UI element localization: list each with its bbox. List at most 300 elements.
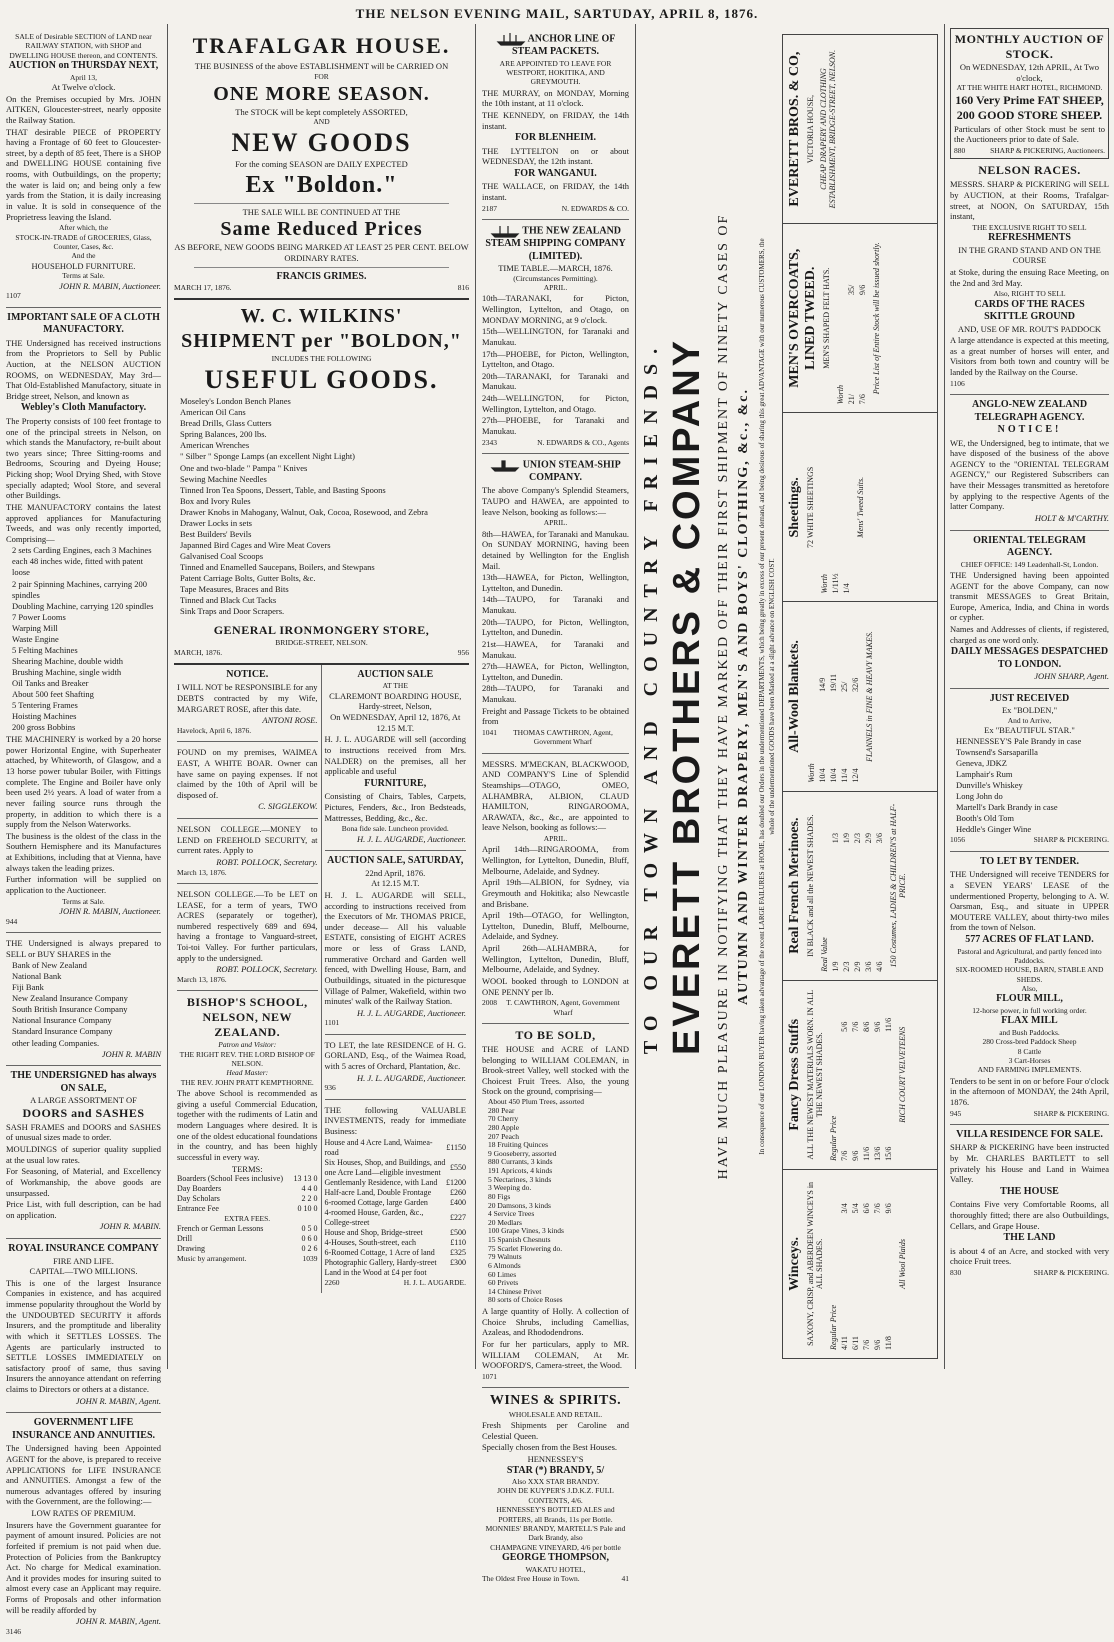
price-cell: 9/6: [884, 1203, 893, 1214]
ad-heading: ONE MORE SEASON.: [213, 82, 430, 105]
price-row: [839, 987, 850, 1163]
cell-title: EVERETT BROS. & CO,: [787, 51, 802, 207]
price-cell: 11/6: [884, 1017, 893, 1032]
ad-body: Specially chosen from the Best Houses.: [482, 1442, 618, 1453]
ad-text: THE BUSINESS of the above ESTABLISHMENT will be CARRIED ON: [194, 60, 449, 71]
everett-cell: [783, 412, 937, 601]
ad-text: FIRE AND LIFE.: [53, 1255, 114, 1266]
table-cell: 13 13 0: [293, 1174, 318, 1184]
list-item: 79 Walnuts: [488, 1252, 522, 1262]
ad-title: IMPORTANT SALE OF A CLOTH MANUFACTORY.: [7, 311, 160, 336]
table-cell: Day Scholars: [177, 1194, 220, 1204]
table-cell: £227: [450, 1212, 466, 1222]
ad-number: 936: [324, 1083, 336, 1093]
column-2-left: [174, 665, 322, 1293]
table-row: [325, 1228, 467, 1238]
ad-title: W. C. WILKINS': [240, 305, 403, 328]
price-cell: 2/9: [853, 961, 862, 972]
ad-date: April 13,: [69, 72, 98, 82]
price-row: [883, 987, 894, 1163]
steamship-icon: [490, 458, 520, 472]
ad-text: MONNIES' BRANDY, MARTELL'S Pale and Dark Brandy, also: [485, 1523, 626, 1543]
cell-title: MEN'S OVERCOATS, LINED TWEED.: [787, 248, 818, 388]
ad-oriental-telegram: [950, 531, 1109, 689]
list-item: 280 Pear: [488, 1105, 515, 1115]
price-cell: 3/6: [875, 832, 884, 844]
ad-heading: AUCTION on THURSDAY NEXT,: [8, 60, 159, 72]
price-row: [852, 798, 863, 974]
list-item: Oil Tanks and Breaker: [12, 677, 89, 688]
ad-heading: NOTICE!: [997, 424, 1062, 435]
ad-nelson-races: [950, 159, 1109, 395]
ad-title: WINES & SPIRITS.: [489, 1393, 622, 1409]
ad-mmeckan: [482, 754, 629, 1024]
ad-heading: 577 ACRES OF FLAT LAND.: [965, 934, 1094, 946]
sailing-item: 28th—TAUPO, for Taranaki and Manukau.: [482, 683, 629, 704]
price-cell: 3/6: [864, 961, 873, 972]
ad-number: 2187: [482, 203, 497, 213]
cell-subtitle: ALL THE NEWEST MATERIALS WORN. IN ALL THE NEWEST SHADES.: [806, 989, 824, 1160]
sailing-item: THE KENNEDY, on FRIDAY, the 14th instant.: [482, 109, 629, 131]
ad-villa-residence: [950, 1125, 1109, 1284]
price-row: [872, 987, 883, 1163]
table-cell: House and Shop, Bridge-street: [324, 1227, 423, 1237]
ad-body: TO LET, the late RESIDENCE of H. G. GORLAND, Esq., of the Waimea Road, with 5 acres of Orchard, Plantation, &c.: [324, 1039, 466, 1072]
goods-list: [174, 396, 469, 617]
sailing-item: 24th—WELLINGTON, for Picton, Wellington, Lyttelton, and Otago.: [482, 393, 629, 414]
price-cell: 19/11: [829, 673, 838, 692]
ad-college-let: [177, 884, 318, 991]
price-cell: 7/6: [862, 1339, 871, 1350]
ad-body: THE WALLACE, on FRIDAY, the 14th instant.: [482, 181, 629, 202]
ad-college-lend: [177, 819, 318, 884]
table-cell: Drill: [177, 1233, 193, 1243]
ad-text: 3 Cart-Horses: [1008, 1055, 1051, 1065]
ad-notice: [177, 665, 318, 742]
table-cell: 4 4 0: [301, 1184, 318, 1194]
list-item: Fiji Bank: [12, 982, 44, 993]
ad-body: Price List, with full description, can be had on application.: [6, 1199, 161, 1220]
ad-signature: SHARP & PICKERING.: [1033, 835, 1109, 845]
table-cell: 6-roomed Cottage, large Garden: [324, 1197, 428, 1207]
price-header: Worth: [820, 574, 829, 594]
everett-cell: [783, 35, 937, 223]
ad-body: SASH FRAMES and DOORS and SASHES of unusual sizes made to order.: [6, 1121, 161, 1143]
ad-union-steam: [482, 454, 629, 754]
list-item: Hoisting Machines: [12, 711, 77, 722]
table-cell: 0 5 0: [301, 1223, 318, 1233]
price-header: [819, 419, 830, 444]
ad-text: Patron and Visitor:: [218, 1040, 277, 1050]
column-2-split: [174, 665, 469, 1293]
ad-date: March 13, 1876.: [177, 974, 227, 984]
ad-signature: H. J. L. AUGARDE, Auctioneer.: [357, 1007, 466, 1018]
sailing-item: April 19th—OTAGO, for Wellington, Lyttelton, Dunedin, Bluff, Melbourne, Adelaide, and Sydney.: [482, 910, 629, 942]
table-row: [177, 1244, 318, 1254]
ad-heading: FURNITURE,: [364, 777, 427, 789]
list-item: 15 Spanish Chesnuts: [488, 1235, 551, 1244]
ad-signature: ROBT. POLLOCK, Secretary.: [216, 856, 318, 867]
ad-number: 1106: [950, 378, 965, 388]
ad-signature: JOHN R. MABIN, Auctioneer.: [59, 905, 161, 916]
price-table: [819, 419, 852, 595]
ad-body: THAT desirable PIECE of PROPERTY having a Frontage of 60 feet to Gloucester-street, by a depth of 85 feet, There is a SHOP and DWELLING HOUSE containing five rooms, with Outbuildings, on the property; the water is laid on; and being only a few yards from the Station, it is daily increasing in value. It is sold in consequence of the Proprietress leaving the Island.: [6, 126, 161, 222]
table-cell: Drawing: [177, 1243, 205, 1253]
price-header: [819, 798, 830, 846]
ad-title: ORIENTAL TELEGRAM AGENCY.: [973, 534, 1086, 558]
ad-text: APRIL.: [543, 834, 568, 843]
price-row: [839, 1176, 850, 1352]
ad-body: NELSON COLLEGE.—To be LET on LEASE, for a term of years, TWO ACRES (separately or together), numbered respectively 689 and 694, having a frontage to Vanguard-street, Toi-toi Valley. For further particulars, apply to the undersigned.: [177, 888, 318, 963]
ad-title: AUCTION SALE, SATURDAY,: [327, 855, 464, 867]
list-item: 80 Figs: [488, 1191, 511, 1201]
ad-text: For the coming SEASON are DAILY EXPECTED: [235, 159, 408, 169]
ad-signature: N. EDWARDS & CO., Agents: [537, 437, 629, 447]
list-item: 14 Chinese Privet: [488, 1286, 542, 1296]
price-row: [874, 798, 885, 974]
table-row: [177, 1224, 318, 1234]
price-row: [828, 608, 839, 784]
sailing-item: April 14th—RINGAROOMA, from Wellington, for Lyttelton, Dunedin, Bluff, Melbourne, Adelaide, and Sydney.: [482, 844, 629, 876]
price-row: [861, 1176, 872, 1352]
ad-heading: LOW RATES OF PREMIUM.: [31, 1508, 136, 1519]
sailing-list: [482, 293, 629, 436]
ad-found-boar: [177, 742, 318, 819]
price-cell: 35/: [847, 284, 856, 296]
price-cell: 10/4: [818, 768, 827, 783]
ad-signature: JOHN R. MABIN, Agent.: [75, 1395, 161, 1406]
ad-anglo-telegraph: [950, 395, 1109, 531]
ad-text: The STOCK will be kept completely ASSORTED,: [235, 106, 408, 117]
ad-text: And the: [71, 251, 96, 261]
ad-heading: Ex "Boldon.": [245, 171, 398, 198]
ad-text: The Oldest Free House in Town.: [482, 1573, 580, 1583]
ad-text: AT THE: [382, 681, 408, 691]
ad-signature: JOHN R. MABIN.: [99, 1221, 161, 1232]
ad-heading: SKITTLE GROUND: [984, 311, 1075, 322]
ad-text: 8 Cattle: [1017, 1046, 1042, 1056]
table-cell: Boarders (School Fees inclusive): [177, 1174, 283, 1184]
ad-body: FOUND on my premises, WAIMEA EAST, A WHITE BOAR. Owner can have same on paying expenses. If not claimed by the 10th of April will be disposed of.: [177, 747, 318, 800]
ad-body: H. J. L. AUGARDE will sell (according to instructions received from Mrs. NALDER) on the premises, all her applicable and useful: [324, 734, 466, 777]
ad-signature: H. J. L. AUGARDE.: [403, 1277, 466, 1287]
sailing-item: April 19th—ALBION, for Sydney, via Greymouth and Hokitika; also Newcastle and Brisbane.: [482, 877, 629, 909]
steamship-icon: [490, 224, 520, 238]
ad-body: Further information will be supplied on application to the Auctioneer.: [6, 874, 161, 895]
ad-text: Music by arrangement.: [177, 1253, 247, 1263]
cell-subtitle: VICTORIA HOUSE,: [806, 94, 815, 164]
ad-signature: H. J. L. AUGARDE, Auctioneer.: [357, 833, 466, 844]
list-item: Townsend's Sarsaparilla: [956, 747, 1038, 758]
price-cell: 1/9: [831, 961, 840, 972]
price-cell: 6/11: [851, 1336, 860, 1350]
sailing-item: THE MURRAY, on MONDAY, Morning the 10th instant, at 11 o'clock.: [482, 87, 629, 109]
price-cell: 21/: [847, 394, 856, 405]
sailing-item: April 26th—ALHAMBRA, for Wellington, Lyttelton, Dunedin, Bluff, Melbourne, Adelaide, and Sydney.: [482, 943, 629, 975]
column-3: [476, 24, 636, 1583]
ad-heading: Webley's Cloth Manufactory.: [20, 402, 147, 414]
ad-number: 945: [950, 1108, 962, 1118]
ad-text: FOR: [314, 72, 329, 82]
list-item: 20 Medlars: [488, 1217, 522, 1227]
list-item: 18 Fruiting Quinces: [488, 1140, 548, 1150]
ad-number: 830: [950, 1268, 962, 1278]
list-item: Moseley's London Bench Planes: [180, 396, 291, 407]
ad-body: WE, the Undersigned, beg to intimate, that we have disposed of the business of the above AGENCY to the "ORIENTAL TELEGRAM AGENCY," our Registered Subscribers can have their Messages transmitted as heretofore by applying to the respective Agents of the latter Company.: [950, 437, 1109, 512]
ad-nz-steam: [482, 220, 629, 454]
price-header: Worth: [807, 763, 816, 783]
ad-body: Tenders to be sent in on or before Four o'clock in the afternoon of MONDAY, the 24th April, 1876.: [950, 1075, 1109, 1107]
ad-signature: N. EDWARDS & CO.: [561, 203, 629, 213]
list-item: 191 Apricots, 4 kinds: [488, 1166, 553, 1175]
ad-text: A LARGE ASSORTMENT OF: [30, 1095, 137, 1106]
price-table: [828, 1176, 894, 1352]
table-row: [325, 1198, 467, 1208]
list-item: Geneva, JDKZ: [956, 758, 1007, 769]
ad-heading: REFRESHMENTS: [988, 232, 1071, 244]
ad-text: APRIL.: [543, 283, 568, 292]
shares-list: [6, 960, 161, 1048]
ad-signature: HOLT & M'CARTHY.: [1034, 512, 1109, 523]
price-cell: 2/3: [842, 961, 851, 972]
table-cell: 0 10 0: [297, 1204, 318, 1214]
table-cell: 2 2 0: [301, 1194, 318, 1204]
ad-signature: SHARP & PICKERING.: [1033, 1268, 1109, 1278]
list-item: One and two-blade " Pampa " Knives: [180, 462, 308, 473]
ad-signature: ROBT. POLLOCK, Secretary.: [216, 964, 318, 975]
ad-time: At 12.15 M.T.: [371, 878, 420, 889]
ad-heading: TERMS:: [231, 1163, 263, 1174]
sailing-item: 20th—TARANAKI, for Taranaki and Manukau.: [482, 370, 629, 392]
ad-heading: 200 GOOD STORE SHEEP.: [956, 107, 1103, 122]
cell-footer: 150 Costumes, LADIES & CHILDREN'S at HALF-PRICE.: [889, 803, 907, 968]
list-item: 5 Felting Machines: [12, 644, 78, 655]
ad-heading: Same Reduced Prices: [220, 218, 423, 241]
price-header: Regular Price: [829, 1304, 838, 1350]
sailing-item: 8th—HAWEA, for Taranaki and Manukau. On SUNDAY MORNING, having been detained by Wellington for the English Mail.: [482, 528, 629, 571]
ad-body: The Property consists of 100 feet frontage to one of the principal streets in Nelson, on which stands the Manufactory, re-built about two years since; Three Sitting-rooms and Bedrooms, Scouring and Dyeing House; Picking shop; Wool Drying Shed, with Stove specially adapted; Wool Store, and several other Buildings.: [6, 415, 161, 501]
price-cell: 4/11: [840, 1336, 849, 1350]
table-row: [325, 1248, 467, 1258]
everett-cell: [783, 791, 937, 980]
ad-number: 1071: [482, 1371, 497, 1381]
everett-cell: [783, 223, 937, 412]
ad-government-life: [6, 1413, 161, 1642]
ad-terms: Terms at Sale.: [62, 271, 105, 281]
ad-title: ANCHOR LINE OF STEAM PACKETS.: [482, 32, 629, 59]
sailing-list: [482, 844, 629, 975]
ad-body: SHARP & PICKERING have been instructed by Mr. CHARLES BARTLETT to sell privately his House and Land in Waimea Valley.: [950, 1142, 1109, 1185]
ad-title: TRAFALGAR HOUSE.: [192, 33, 451, 58]
price-header: Real Value: [820, 937, 829, 972]
ad-title: AUCTION SALE: [357, 668, 434, 680]
table-row: [177, 1184, 318, 1194]
ad-body: Freight and Passage Tickets to be obtained from: [482, 705, 629, 727]
ad-title: JUST RECEIVED: [989, 692, 1070, 704]
table-row: [177, 1234, 318, 1244]
ad-text: Also, RIGHT TO SELL: [993, 289, 1066, 299]
ad-title: BISHOP'S SCHOOL, NELSON, NEW ZEALAND.: [186, 995, 308, 1040]
ad-body: The above Company's Splendid Steamers, TAUPO and HAWEA, are appointed to leave Nelson, booking as follows:—: [482, 485, 629, 517]
price-cell: 25/: [840, 681, 849, 692]
ad-number: 956: [457, 647, 469, 657]
sailing-list: [482, 529, 629, 705]
cell-footer: Mens' Tweed Suits.: [856, 476, 865, 538]
price-row: [839, 608, 850, 784]
price-row: [850, 987, 861, 1163]
ad-text: AND: [313, 117, 330, 127]
ad-trafalgar-house: [174, 28, 469, 300]
table-cell: 4-Houses, South-street, each: [324, 1237, 417, 1247]
ad-heading: STAR (*) BRANDY, 5/: [506, 1464, 605, 1476]
ad-signature: JOHN SHARP, Agent.: [1034, 671, 1109, 682]
list-item: 280 Apple: [488, 1122, 520, 1132]
list-item: American Oil Cans: [180, 407, 246, 418]
ad-body: THE Undersigned has received instructions from the Proprietors to Sell by Public Auction, at the NELSON AUCTION ROOMS, on WEDNESDAY, May 3rd— That Old-Established Manufactory, situate in Bridge street, Nelson, and known as: [6, 337, 161, 401]
ad-auction-saturday: [325, 851, 467, 1035]
ad-heading: FOR WANGANUI.: [514, 167, 597, 179]
list-item: 4 Service Trees: [488, 1209, 535, 1219]
ad-doors: [6, 1066, 161, 1239]
price-row: [841, 419, 852, 595]
everett-brand: EVERETT BROTHERS & COMPANY: [666, 338, 708, 1056]
table-cell: Gentlemanly Residence, with Land: [324, 1177, 438, 1187]
table-cell: Entrance Fee: [177, 1204, 219, 1214]
list-item: Galvanised Coal Scoops: [180, 550, 264, 561]
price-cell: 5/6: [840, 1021, 849, 1032]
ad-anchor-line: [482, 28, 629, 220]
cell-subtitle: IN BLACK and all the NEWEST SHADES.: [806, 814, 815, 957]
extras-table: [177, 1224, 318, 1254]
table-cell: £110: [450, 1237, 466, 1247]
price-row: [830, 419, 841, 595]
ad-number: 1039: [302, 1253, 318, 1263]
list-item: 5 Nectarines, 3 kinds: [488, 1174, 552, 1184]
ad-body: A large attendance is expected at this meeting, as a great number of horses will enter, and Visitors from both town and country will be landed by the Railway on the Course.: [950, 335, 1109, 377]
price-table: [806, 608, 861, 784]
ad-body: On the Premises occupied by Mrs. JOHN AITKEN, Gloucester-street, nearly opposite the Railway Station.: [6, 93, 161, 125]
ad-text: 280 Cross-bred Paddock Sheep: [982, 1037, 1077, 1047]
ad-cloth-manufactory: [6, 308, 161, 933]
list-item: other leading Companies.: [12, 1037, 100, 1048]
ad-text: (Circumstances Permitting).: [513, 273, 598, 283]
price-cell: 3/4: [840, 1203, 849, 1214]
table-cell: Half-acre Land, Double Frontage: [324, 1187, 432, 1197]
price-cell: 15/6: [884, 1146, 893, 1161]
list-item: 20 Damsons, 3 kinds: [488, 1200, 551, 1210]
table-cell: 0 2 6: [301, 1243, 318, 1253]
ad-auction-claremont: [325, 665, 467, 851]
table-row: [177, 1194, 318, 1204]
list-item: National Insurance Company: [12, 1015, 112, 1026]
list-item: Standard Insurance Company: [12, 1026, 113, 1037]
ad-date: March 13, 1876.: [177, 867, 227, 877]
table-cell: £300: [450, 1257, 466, 1267]
ad-text: CAPITAL—TWO MILLIONS.: [29, 1266, 138, 1277]
list-item: 2 pair Spinning Machines, carrying 200 spindles: [12, 578, 148, 600]
list-item: South British Insurance Company: [12, 1004, 128, 1015]
fees-table: [177, 1174, 318, 1214]
ad-body: The business is the oldest of the class in the Southern Hemisphere and its Manufactures at Exhibitions, including that at Vienna, have always taken the leading prizes.: [6, 830, 161, 873]
price-cell: 7/6: [873, 1203, 882, 1214]
list-item: Dunville's Whiskey: [956, 780, 1023, 791]
ad-heading: FLOUR MILL,: [996, 993, 1063, 1005]
ad-number: 41: [621, 1573, 629, 1583]
ad-number: 3146: [6, 1626, 21, 1636]
cell-title: Sheetings.: [787, 477, 802, 538]
table-row: [325, 1258, 467, 1268]
ad-text: BRIDGE-STREET, NELSON.: [275, 638, 368, 648]
ad-to-let-tender: [950, 852, 1109, 1125]
ad-heading: THE HOUSE: [1000, 1185, 1059, 1197]
price-cell: [830, 419, 841, 444]
ad-heading: THE LAND: [1003, 1232, 1056, 1244]
table-cell: House and 4 Acre Land, Waimea-road: [324, 1137, 433, 1157]
ad-text: THE SALE WILL BE CONTINUED AT THE: [242, 206, 401, 217]
price-cell: 8/6: [862, 1021, 871, 1032]
price-row: [857, 230, 868, 406]
ad-heading: DAILY MESSAGES DESPATCHED TO LONDON.: [950, 646, 1109, 670]
list-item: Drawer Knobs in Mahogany, Walnut, Oak, Cocoa, Rosewood, and Zebra: [180, 506, 428, 517]
table-cell: 0 6 0: [301, 1233, 318, 1243]
price-table: [835, 230, 868, 406]
price-header: Worth: [836, 385, 845, 405]
price-cell: 11/6: [862, 1146, 871, 1161]
ad-body: is about 4 of an Acre, and stocked with very choice Fruit trees.: [950, 1245, 1109, 1267]
ad-title: TO BE SOLD,: [515, 1027, 596, 1042]
ad-time: At Twelve o'clock.: [51, 82, 116, 92]
everett-cell: [783, 1169, 937, 1358]
ad-text: WAKATU HOTEL,: [525, 1564, 586, 1574]
ad-body: Names and Addresses of clients, if registered, charged as one word only.: [950, 624, 1109, 645]
ad-signature: T. CAWTHRON, Agent, Government Wharf: [506, 998, 620, 1017]
ad-body: THE HOUSE and ACRE of LAND belonging to WILLIAM COLEMAN, in Brook-street Valley, well stocked with the Choicest Fruit Trees. Also, the young Stock on the ground, comprising—: [482, 1043, 629, 1097]
ad-body: THE LYTTELTON on or about WEDNESDAY, the 12th instant.: [482, 145, 629, 167]
ad-text: Also,: [1021, 984, 1038, 994]
everett-subline: HAVE MUCH PLEASURE IN NOTIFYING THAT THEY HAVE MARKED OFF THEIR FIRST SHIPMENT OF NINETY CASES OF: [716, 213, 731, 1180]
ad-bishops-school: [177, 991, 318, 1269]
table-cell: 6-Roomed Cottage, 1 Acre of land: [324, 1247, 435, 1257]
list-item: Warping Mill: [12, 622, 58, 633]
price-table: [819, 798, 885, 974]
ad-title: SALE of Desirable SECTION of LAND near RAILWAY STATION, with SHOP and DWELLING HOUSE thereon, and CONTENTS.: [9, 32, 158, 60]
ad-body: For fur her particulars, apply to MR. WILLIAM COLEMAN, At Mr. WOOFORD'S, Camera-street, the Wood.: [482, 1338, 629, 1371]
ad-number: 880: [954, 145, 966, 155]
ad-number: 1101: [324, 1018, 340, 1028]
ad-body: This is one of the largest Insurance Companies in existence, and has acquired immense popularity throughout the World by the UNDOUBTED SECURITY it affords Insurers, and the promptitude and liberality with which it SETTLES LOSSES. The Agents are particularly instructed to SETTLE LOSSES IMMEDIATELY on satisfactory proof of same, thus saving Insurers the annoyance attendant on referring claims to Directors or others at a distance.: [6, 1277, 161, 1395]
ad-title: UNION STEAM-SHIP COMPANY.: [482, 458, 629, 485]
ad-heading: GEORGE THOMPSON,: [501, 1552, 610, 1563]
ad-date: MARCH 17, 1876.: [174, 283, 232, 292]
ad-text: Pastoral and Agricultural, and partly fenced into Paddocks.: [957, 946, 1102, 965]
list-item: Shearing Machine, double width: [12, 655, 123, 666]
ad-number: 2260: [324, 1277, 340, 1287]
everett-fineprint: In consequence of our LONDON BUYER having taken advantage of the recent LARGE FAILURES at HOME, has doubled our Orders in the undermentioned DEPARTMENTS, which being greatly in excess of our present demand, and being desirous of sharing this great ADVANTAGE with our numerous CUSTOMERS, the: [758, 238, 766, 1155]
table-row: [325, 1178, 467, 1188]
list-item: 7 Power Looms: [12, 611, 66, 622]
price-cell: 1/3: [831, 832, 840, 844]
list-item: 3 Weeping do.: [488, 1183, 532, 1193]
table-row: [325, 1208, 467, 1228]
table-cell: £400: [450, 1197, 466, 1207]
table-cell: Land in the Wood at £4 per foot: [324, 1267, 427, 1277]
table-row: [325, 1158, 467, 1178]
price-cell: 1/9: [842, 832, 851, 844]
list-item: Heddle's Ginger Wine: [956, 824, 1032, 835]
list-item: Patent Carriage Bolts, Gutter Bolts, &c.: [180, 573, 316, 583]
cell-subtitle: MEN'S SHAPED FELT HATS.: [822, 267, 831, 369]
list-item: 100 Grape Vines, 3 kinds: [488, 1226, 564, 1236]
